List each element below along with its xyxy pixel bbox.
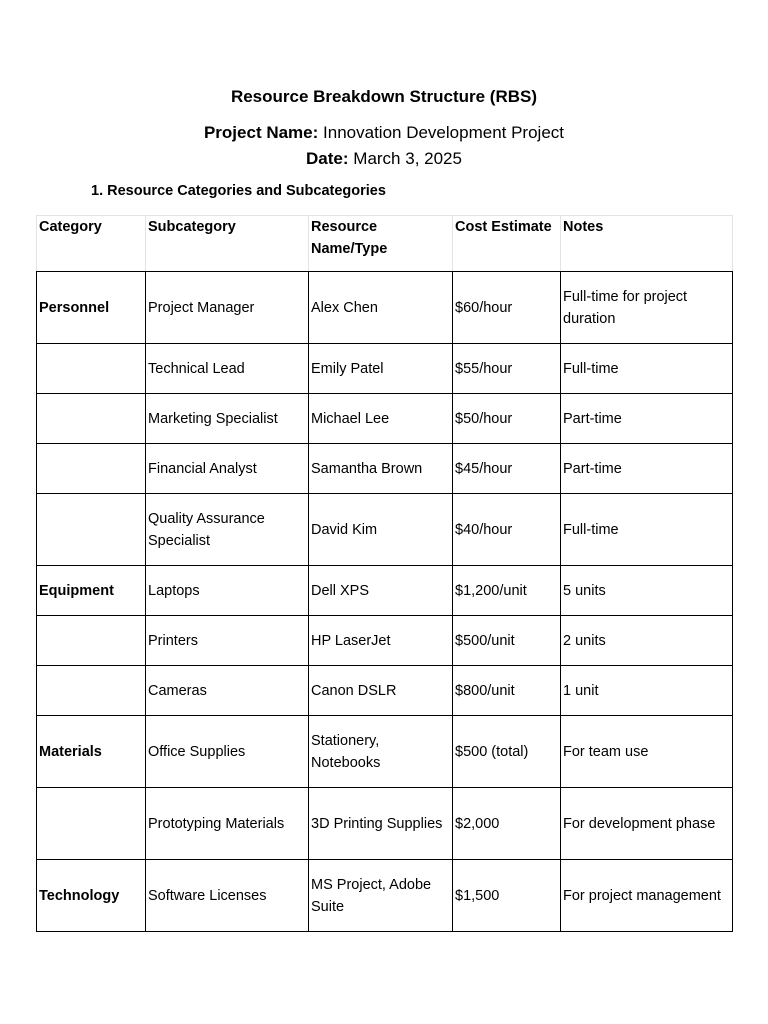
- cell-subcategory: Software Licenses: [146, 860, 309, 932]
- cell-category: [37, 616, 146, 666]
- cell-subcategory: Prototyping Materials: [146, 788, 309, 860]
- cell-subcategory: Laptops: [146, 566, 309, 616]
- cell-cost: $40/hour: [453, 494, 561, 566]
- cell-resource: David Kim: [309, 494, 453, 566]
- header-category: Category: [37, 216, 146, 272]
- cell-category: [37, 344, 146, 394]
- cell-resource: Alex Chen: [309, 272, 453, 344]
- cell-category: Technology: [37, 860, 146, 932]
- project-name-label: Project Name:: [203, 123, 319, 142]
- table-row: [37, 716, 733, 788]
- cell-subcategory: Technical Lead: [146, 344, 309, 394]
- cell-notes: Full-time: [561, 344, 733, 394]
- cell-notes: Full-time for project duration: [561, 272, 733, 344]
- cell-notes: Part-time: [561, 444, 733, 494]
- header-resource: Resource Name/Type: [309, 216, 453, 272]
- header-cost: Cost Estimate: [453, 216, 561, 272]
- cell-notes: 2 units: [561, 616, 733, 666]
- cell-cost: $60/hour: [453, 272, 561, 344]
- table-row: [37, 788, 733, 860]
- cell-resource: Samantha Brown: [309, 444, 453, 494]
- cell-notes: 5 units: [561, 566, 733, 616]
- cell-cost: $50/hour: [453, 394, 561, 444]
- cell-resource: 3D Printing Supplies: [309, 788, 453, 860]
- table-row: [37, 394, 733, 444]
- section-heading: 1. Resource Categories and Subcategories: [91, 183, 386, 199]
- cell-cost: $500/unit: [453, 616, 561, 666]
- cell-cost: $2,000: [453, 788, 561, 860]
- cell-category: [37, 444, 146, 494]
- table-row: [37, 616, 733, 666]
- cell-resource: Canon DSLR: [309, 666, 453, 716]
- cell-notes: Full-time: [561, 494, 733, 566]
- project-name-line: [0, 123, 768, 143]
- cell-resource: Emily Patel: [309, 344, 453, 394]
- cell-notes: For development phase: [561, 788, 733, 860]
- table-header-row: [37, 216, 733, 272]
- table-row: [37, 666, 733, 716]
- cell-cost: $55/hour: [453, 344, 561, 394]
- cell-notes: Part-time: [561, 394, 733, 444]
- table-row: [37, 444, 733, 494]
- table-row: [37, 860, 733, 932]
- table-row: [37, 344, 733, 394]
- cell-subcategory: Project Manager: [146, 272, 309, 344]
- cell-notes: 1 unit: [561, 666, 733, 716]
- cell-cost: $500 (total): [453, 716, 561, 788]
- cell-resource: HP LaserJet: [309, 616, 453, 666]
- cell-subcategory: Financial Analyst: [146, 444, 309, 494]
- table-row: [37, 494, 733, 566]
- rbs-table: [36, 215, 733, 932]
- date-label: Date:: [306, 149, 349, 168]
- cell-category: [37, 494, 146, 566]
- cell-subcategory: Cameras: [146, 666, 309, 716]
- cell-cost: $45/hour: [453, 444, 561, 494]
- project-name-value: Innovation Development Project: [323, 123, 565, 142]
- cell-resource: Michael Lee: [309, 394, 453, 444]
- cell-cost: $1,500: [453, 860, 561, 932]
- cell-category: [37, 394, 146, 444]
- header-notes: Notes: [561, 216, 733, 272]
- document-title: Resource Breakdown Structure (RBS): [230, 87, 538, 106]
- cell-subcategory: Marketing Specialist: [146, 394, 309, 444]
- table-row: [37, 272, 733, 344]
- cell-category: [37, 788, 146, 860]
- cell-resource: Dell XPS: [309, 566, 453, 616]
- cell-category: [37, 666, 146, 716]
- cell-resource: Stationery, Notebooks: [309, 716, 453, 788]
- cell-cost: $1,200/unit: [453, 566, 561, 616]
- cell-subcategory: Printers: [146, 616, 309, 666]
- header-subcategory: Subcategory: [146, 216, 309, 272]
- cell-category: Equipment: [37, 566, 146, 616]
- cell-subcategory: Office Supplies: [146, 716, 309, 788]
- cell-notes: For team use: [561, 716, 733, 788]
- cell-category: Personnel: [37, 272, 146, 344]
- cell-subcategory: Quality Assurance Specialist: [146, 494, 309, 566]
- table-row: [37, 566, 733, 616]
- cell-notes: For project management: [561, 860, 733, 932]
- table-body: [37, 272, 733, 932]
- date-line: [0, 149, 768, 169]
- cell-category: Materials: [37, 716, 146, 788]
- cell-cost: $800/unit: [453, 666, 561, 716]
- date-value: March 3, 2025: [353, 149, 462, 168]
- cell-resource: MS Project, Adobe Suite: [309, 860, 453, 932]
